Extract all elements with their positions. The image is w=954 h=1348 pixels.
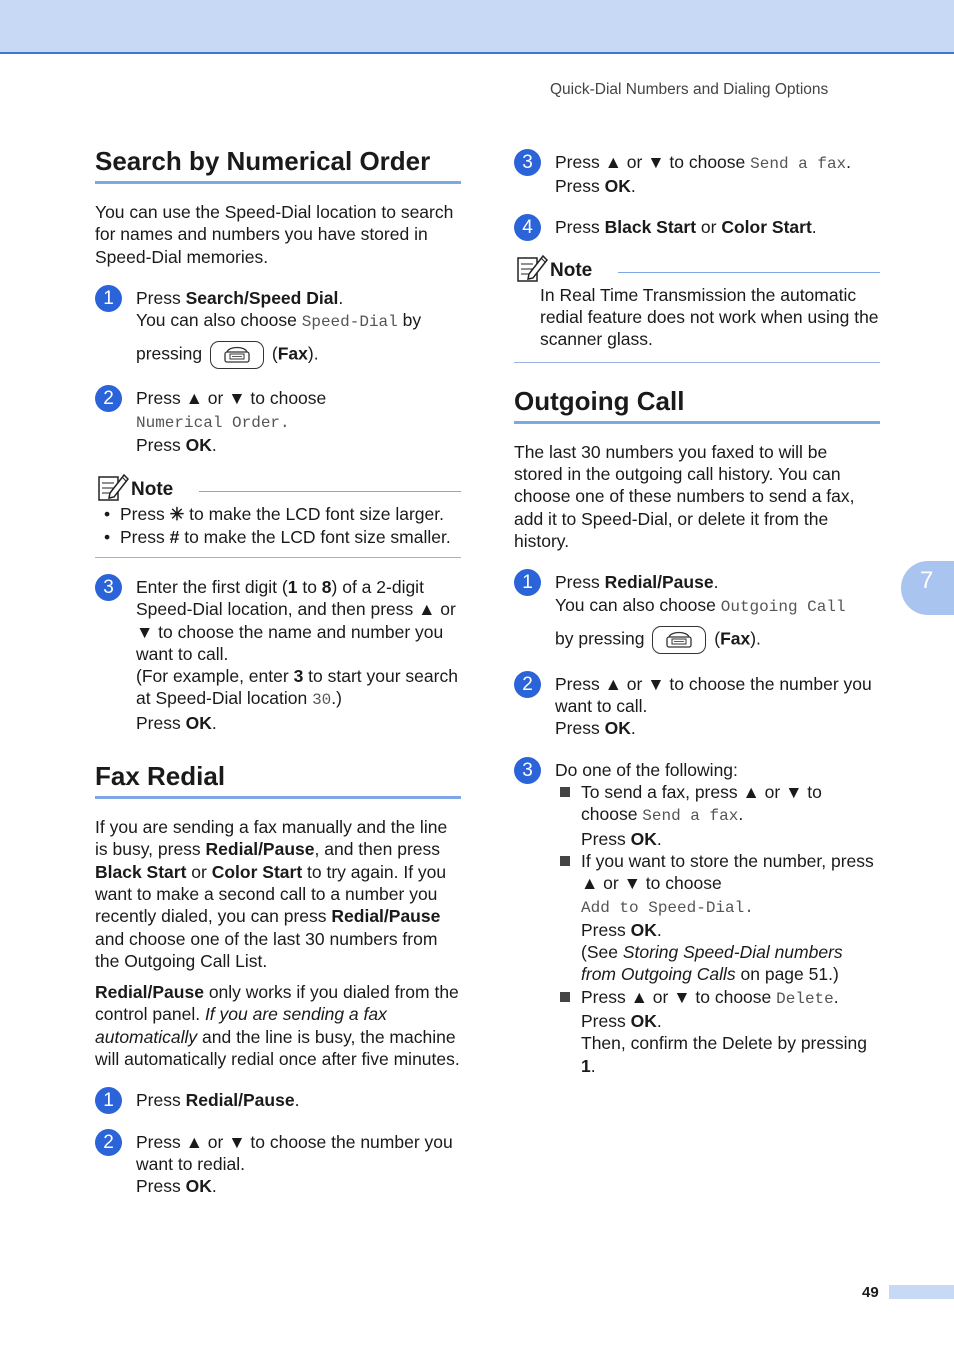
- step-number-3: 3: [514, 757, 541, 784]
- step-number-2: 2: [95, 1129, 122, 1156]
- outgoing-intro: The last 30 numbers you faxed to will be stored in the outgoing call history. You can choose one of these numbers to send a fax, add it to Speed-Dial, or delete it from the history.: [514, 441, 855, 551]
- running-head: Quick-Dial Numbers and Dialing Options: [550, 81, 829, 98]
- outgoing-step-2: 2 Press ▲ or ▼ to choose the number you want to call. Press OK.: [514, 673, 880, 740]
- search-intro: You can use the Speed-Dial location to search for names and numbers you have stored in Speed-Dial memories.: [95, 202, 454, 267]
- note-rule: [199, 491, 461, 492]
- note-pencil-icon: [516, 252, 548, 289]
- note-bullet-2: • Press # to make the LCD font size smaller.: [95, 526, 461, 548]
- fax-button-icon: [652, 626, 706, 654]
- heading-fax-redial: Fax Redial: [95, 761, 461, 799]
- note-box-real-time: [514, 256, 880, 363]
- step-number-1: 1: [95, 285, 122, 312]
- step-number-3: 3: [95, 574, 122, 601]
- search-step-1: 1 Press Search/Speed Dial. You can also choose Speed-Dial by pressing (Fax).: [95, 287, 461, 370]
- redial-step-4: 4 Press Black Start or Color Start.: [514, 216, 880, 238]
- heading-outgoing-call: Outgoing Call: [514, 386, 880, 424]
- redial-step-3: 3 Press ▲ or ▼ to choose Send a fax. Press OK.: [514, 151, 880, 198]
- step-number-2: 2: [95, 385, 122, 412]
- redial-step-2: 2 Press ▲ or ▼ to choose the number you want to redial. Press OK.: [95, 1131, 461, 1198]
- step-number-1: 1: [514, 569, 541, 596]
- note-rule: [618, 272, 880, 273]
- step-number-3: 3: [514, 149, 541, 176]
- search-step-2: 2 Press ▲ or ▼ to choose Numerical Order. Press OK.: [95, 387, 461, 456]
- star-glyph: ✳: [169, 504, 185, 525]
- option-send-fax: To send a fax, press ▲ or ▼ to choose Send a fax. Press OK.: [555, 781, 880, 850]
- footer-band: [889, 1285, 954, 1299]
- option-delete: Press ▲ or ▼ to choose Delete. Press OK. Then, confirm the Delete by pressing 1.: [555, 986, 880, 1077]
- step-number-1: 1: [95, 1087, 122, 1114]
- redial-paragraph-2: Redial/Pause only works if you dialed from the control panel. If you are sending a fax automatically and the line is busy, the machine will automatically redial once after five minutes.: [95, 982, 460, 1070]
- page-number: 49: [862, 1284, 879, 1301]
- note-bullet-1: • Press ✳ to make the LCD font size larger.: [95, 503, 461, 525]
- top-band: [0, 0, 954, 54]
- redial-step-1: 1 Press Redial/Pause.: [95, 1089, 461, 1111]
- note-title: Note: [131, 479, 174, 501]
- note-text: In Real Time Transmission the automatic redial feature does not work when using the scanner glass.: [540, 284, 879, 350]
- redial-paragraph-1: If you are sending a fax manually and the line is busy, press Redial/Pause, and then press Black Start or Color Start to try again. If you want to make a second call to a number you recently dialed, you can press Redial/Pause and choose one of the last 30 numbers from the Outgoing Call List.: [95, 817, 448, 971]
- heading-search-numerical: Search by Numerical Order: [95, 146, 461, 184]
- outgoing-step-1: 1 Press Redial/Pause. You can also choose Outgoing Call by pressing (Fax).: [514, 571, 880, 654]
- chapter-number: 7: [920, 567, 934, 594]
- note-box-font: [95, 475, 461, 558]
- step-number-4: 4: [514, 214, 541, 241]
- right-column: [514, 146, 880, 1077]
- search-step-3: 3 Enter the first digit (1 to 8) of a 2-digit Speed-Dial location, and then press ▲ or ▼ to choose the name and number you want to call. (For example, enter 3 to start your search at Speed-Dial location 30.) Press OK.: [95, 576, 461, 734]
- step-number-2: 2: [514, 671, 541, 698]
- outgoing-step-3: 3 Do one of the following: To send a fax, press ▲ or ▼ to choose Send a fax. Press OK. If you want to store the number, press ▲ or ▼ to choose Add to Speed-Dial. Press OK. (See Storing Speed-Dial numbers from Outgoing Calls on page 51.) Press ▲ or ▼ to choose Delete. Press OK. Then, confirm the Delete by pressing 1.: [514, 759, 880, 1077]
- option-add-speed-dial: If you want to store the number, press ▲ or ▼ to choose Add to Speed-Dial. Press OK. (See Storing Speed-Dial numbers from Outgoing Calls on page 51.): [555, 850, 880, 986]
- left-column: [95, 146, 461, 1198]
- note-title: Note: [550, 259, 593, 281]
- fax-button-icon: [210, 341, 264, 369]
